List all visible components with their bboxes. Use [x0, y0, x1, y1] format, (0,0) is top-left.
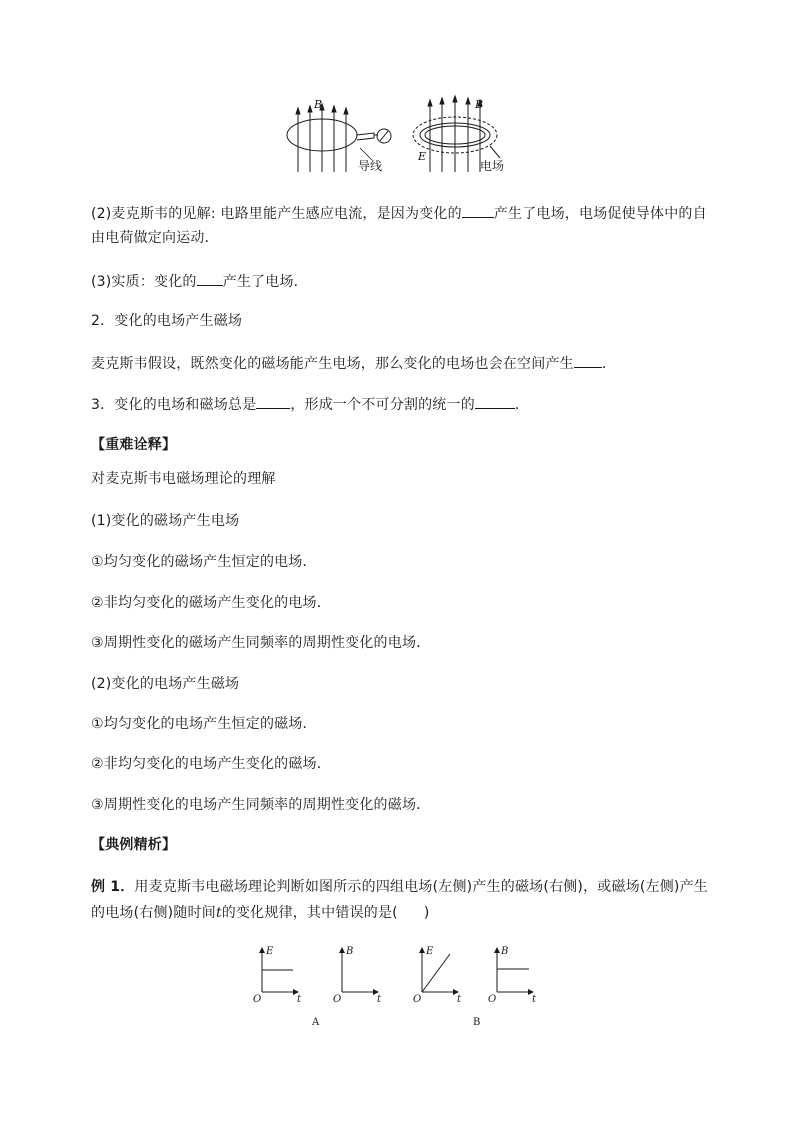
graph-1-axis: E — [266, 946, 274, 957]
paragraph-essence — [91, 271, 308, 291]
graph-4-origin: O — [488, 994, 497, 1005]
answer-blank — [462, 203, 494, 218]
heading-section-3 — [91, 394, 529, 414]
text-fragment: 麦克斯韦假设，既然变化的磁场能产生电场，那么变化的电场也会在空间产生 — [91, 356, 574, 372]
example-1-line-2 — [91, 904, 430, 922]
text-fragment: 的变化规律，其中错误的是( — [221, 905, 398, 921]
label-field: 电场 — [480, 159, 505, 173]
list-item: ③周期性变化的磁场产生同频率的周期性变化的电场． — [91, 635, 431, 651]
text-fragment: 产生了电场，电场促使导体中的自 — [493, 206, 707, 222]
subheading-2: (2)变化的电场产生磁场 — [91, 676, 240, 692]
option-a-label: A — [312, 1017, 320, 1028]
intro-line: 对麦克斯韦电磁场理论的理解 — [91, 471, 276, 487]
text-fragment: ，形成一个不可分割的统一的 — [290, 397, 475, 413]
graph-1-origin: O — [253, 994, 262, 1005]
graph-2-t: t — [377, 994, 382, 1005]
subheading-1: (1)变化的磁场产生电场 — [91, 513, 240, 529]
list-item: ①均匀变化的磁场产生恒定的电场． — [91, 554, 317, 570]
text-fragment: 的电场(右侧)随时间 — [91, 905, 216, 921]
example-1-line-1 — [91, 878, 708, 896]
list-item: ③周期性变化的电场产生同频率的周期性变化的磁场． — [91, 797, 431, 813]
graph-2-origin: O — [333, 994, 342, 1005]
text-fragment: ． — [601, 356, 617, 372]
answer-blank — [475, 394, 515, 409]
example-label: 例 1． — [91, 879, 135, 895]
answer-blank — [574, 353, 602, 368]
answer-blank — [197, 271, 223, 286]
paragraph-continuation: 由电荷做定向运动． — [91, 230, 219, 246]
text-fragment: ) — [423, 905, 430, 921]
graph-3-axis: E — [426, 946, 434, 957]
option-graphs — [0, 940, 794, 1030]
list-item: ②非均匀变化的电场产生变化的磁场． — [91, 756, 331, 772]
heading-section-2: 2．变化的电场产生磁场 — [91, 313, 243, 329]
list-item: ②非均匀变化的磁场产生变化的电场． — [91, 595, 331, 611]
variable-t: t — [215, 905, 222, 921]
paragraph-hypothesis — [91, 353, 616, 373]
graph-1-t: t — [297, 994, 302, 1005]
label-b-right: B — [475, 98, 484, 111]
graph-4-t: t — [532, 994, 537, 1005]
label-e: E — [418, 150, 427, 163]
induction-figure — [0, 0, 794, 180]
answer-blank — [256, 394, 290, 409]
graph-2-axis: B — [346, 946, 354, 957]
graph-3-t: t — [457, 994, 462, 1005]
paragraph-maxwell-view — [91, 203, 707, 223]
label-b-left: B — [314, 98, 323, 111]
text-fragment: 3．变化的电场和磁场总是 — [91, 397, 257, 413]
option-b-label: B — [473, 1017, 481, 1028]
section-heading-examples: 【典例精析】 — [91, 837, 177, 853]
section-heading-key-points: 【重难诠释】 — [91, 437, 177, 453]
text-fragment: 用麦克斯韦电磁场理论判断如图所示的四组电场(左侧)产生的磁场(右侧)，或磁场(左侧)产生 — [134, 879, 708, 895]
text-fragment: ． — [514, 397, 530, 413]
text-fragment: (2)麦克斯韦的见解: 电路里能产生感应电流，是因为变化的 — [91, 206, 462, 222]
text-fragment: 产生了电场． — [222, 274, 308, 290]
text-fragment: (3)实质：变化的 — [91, 274, 197, 290]
graph-4-axis: B — [501, 946, 509, 957]
label-wire: 导线 — [358, 159, 383, 173]
graph-3-origin: O — [413, 994, 422, 1005]
list-item: ①均匀变化的电场产生恒定的磁场． — [91, 716, 317, 732]
